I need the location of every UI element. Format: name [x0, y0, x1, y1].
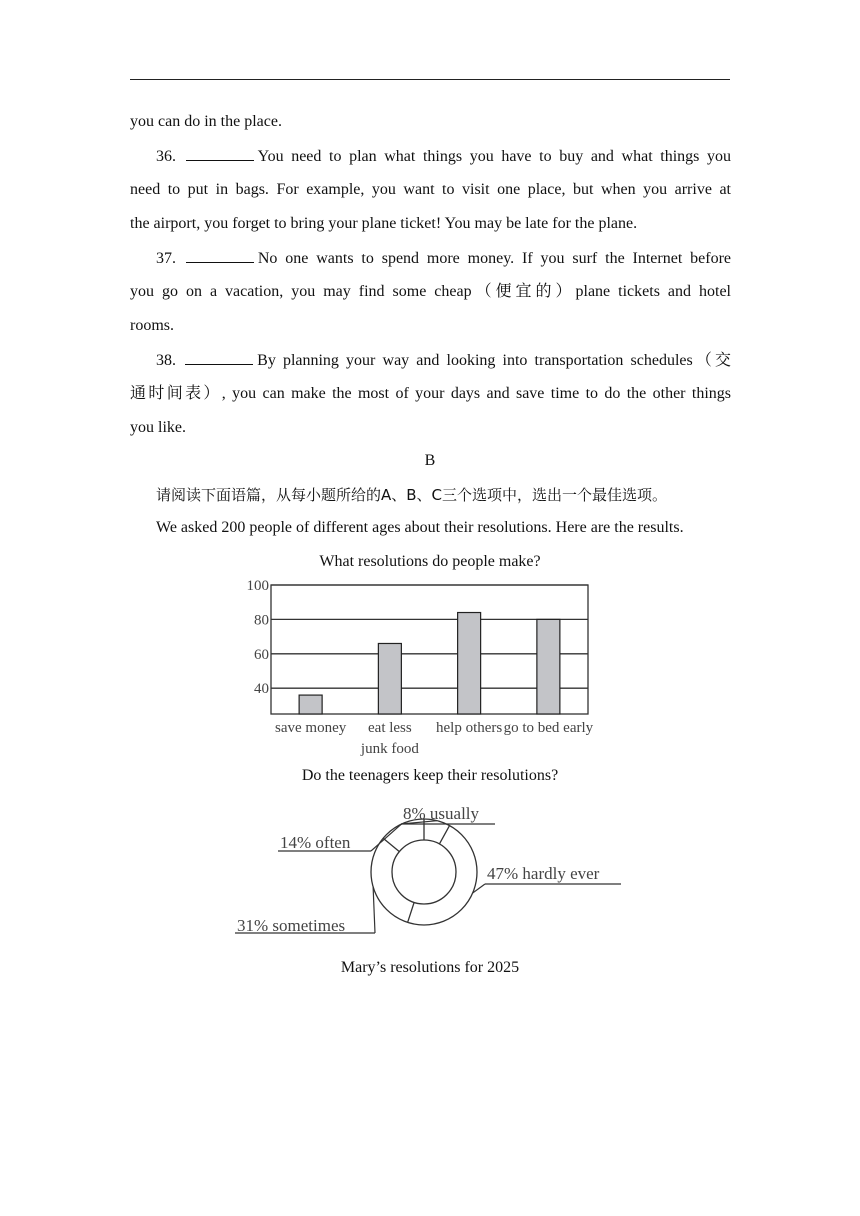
pie-chart-title: Do the teenagers keep their resolutions?	[301, 767, 559, 784]
y-tick-label: 40	[254, 681, 269, 698]
donut-inner-ring	[392, 840, 456, 904]
question-text: No one wants to spend more money. If you surf the Internet before	[257, 250, 731, 267]
passage-line: you can do in the place.	[130, 113, 282, 130]
x-tick-label: save money	[275, 720, 347, 736]
passage-line: you like.	[130, 419, 186, 436]
passage-line: the airport, you forget to bring your plane ticket! You may be late for the plane.	[130, 215, 638, 232]
question-text: By planning your way and looking into transportation schedules（交	[257, 352, 732, 369]
slice-label: 47% hardly ever	[487, 864, 600, 883]
question-38	[130, 350, 731, 371]
bar-chart	[225, 575, 635, 765]
y-tick-label: 60	[254, 646, 269, 663]
x-tick-label: junk food	[360, 741, 419, 757]
question-text: You need to plan what things you have to buy and what things you	[257, 148, 731, 165]
bar-chart-title: What resolutions do people make?	[319, 553, 541, 570]
y-tick-label: 80	[254, 612, 269, 629]
header-rule	[130, 79, 730, 80]
intro-text: We asked 200 people of different ages about their resolutions. Here are the results.	[156, 519, 684, 536]
x-tick-label: help others	[436, 720, 503, 736]
slice-label: 8% usually	[403, 804, 480, 823]
bar	[537, 619, 560, 714]
question-number: 38.	[156, 352, 176, 369]
passage-line: need to put in bags. For example, you want to visit one place, but when you arrive at	[130, 181, 731, 198]
donut-chart	[225, 795, 635, 945]
answer-blank-36[interactable]	[186, 146, 254, 161]
x-tick-label: eat less	[368, 720, 412, 736]
answer-blank-38[interactable]	[185, 350, 253, 365]
question-36	[130, 146, 731, 167]
answer-blank-37[interactable]	[186, 248, 254, 263]
mary-resolutions-title: Mary’s resolutions for 2025	[340, 959, 520, 976]
bar	[299, 695, 322, 714]
section-label: B	[424, 452, 436, 469]
bar	[458, 613, 481, 714]
bar	[378, 643, 401, 714]
slice-label: 14% often	[280, 833, 351, 852]
passage-line: rooms.	[130, 317, 174, 334]
question-number: 37.	[156, 250, 176, 267]
x-tick-label: go to bed early	[503, 720, 594, 736]
instruction-text: 请阅读下面语篇，从每小题所给的A、B、C三个选项中，选出一个最佳选项。	[156, 486, 668, 504]
question-37	[130, 248, 731, 269]
passage-line: 通时间表）, you can make the most of your days and save time to do the other things	[130, 385, 731, 402]
passage-line: you go on a vacation, you may find some cheap（便宜的）plane tickets and hotel	[130, 283, 731, 300]
slice-label: 31% sometimes	[237, 916, 346, 935]
question-number: 36.	[156, 148, 176, 165]
label-leader	[373, 887, 375, 933]
y-tick-label: 100	[246, 578, 269, 594]
